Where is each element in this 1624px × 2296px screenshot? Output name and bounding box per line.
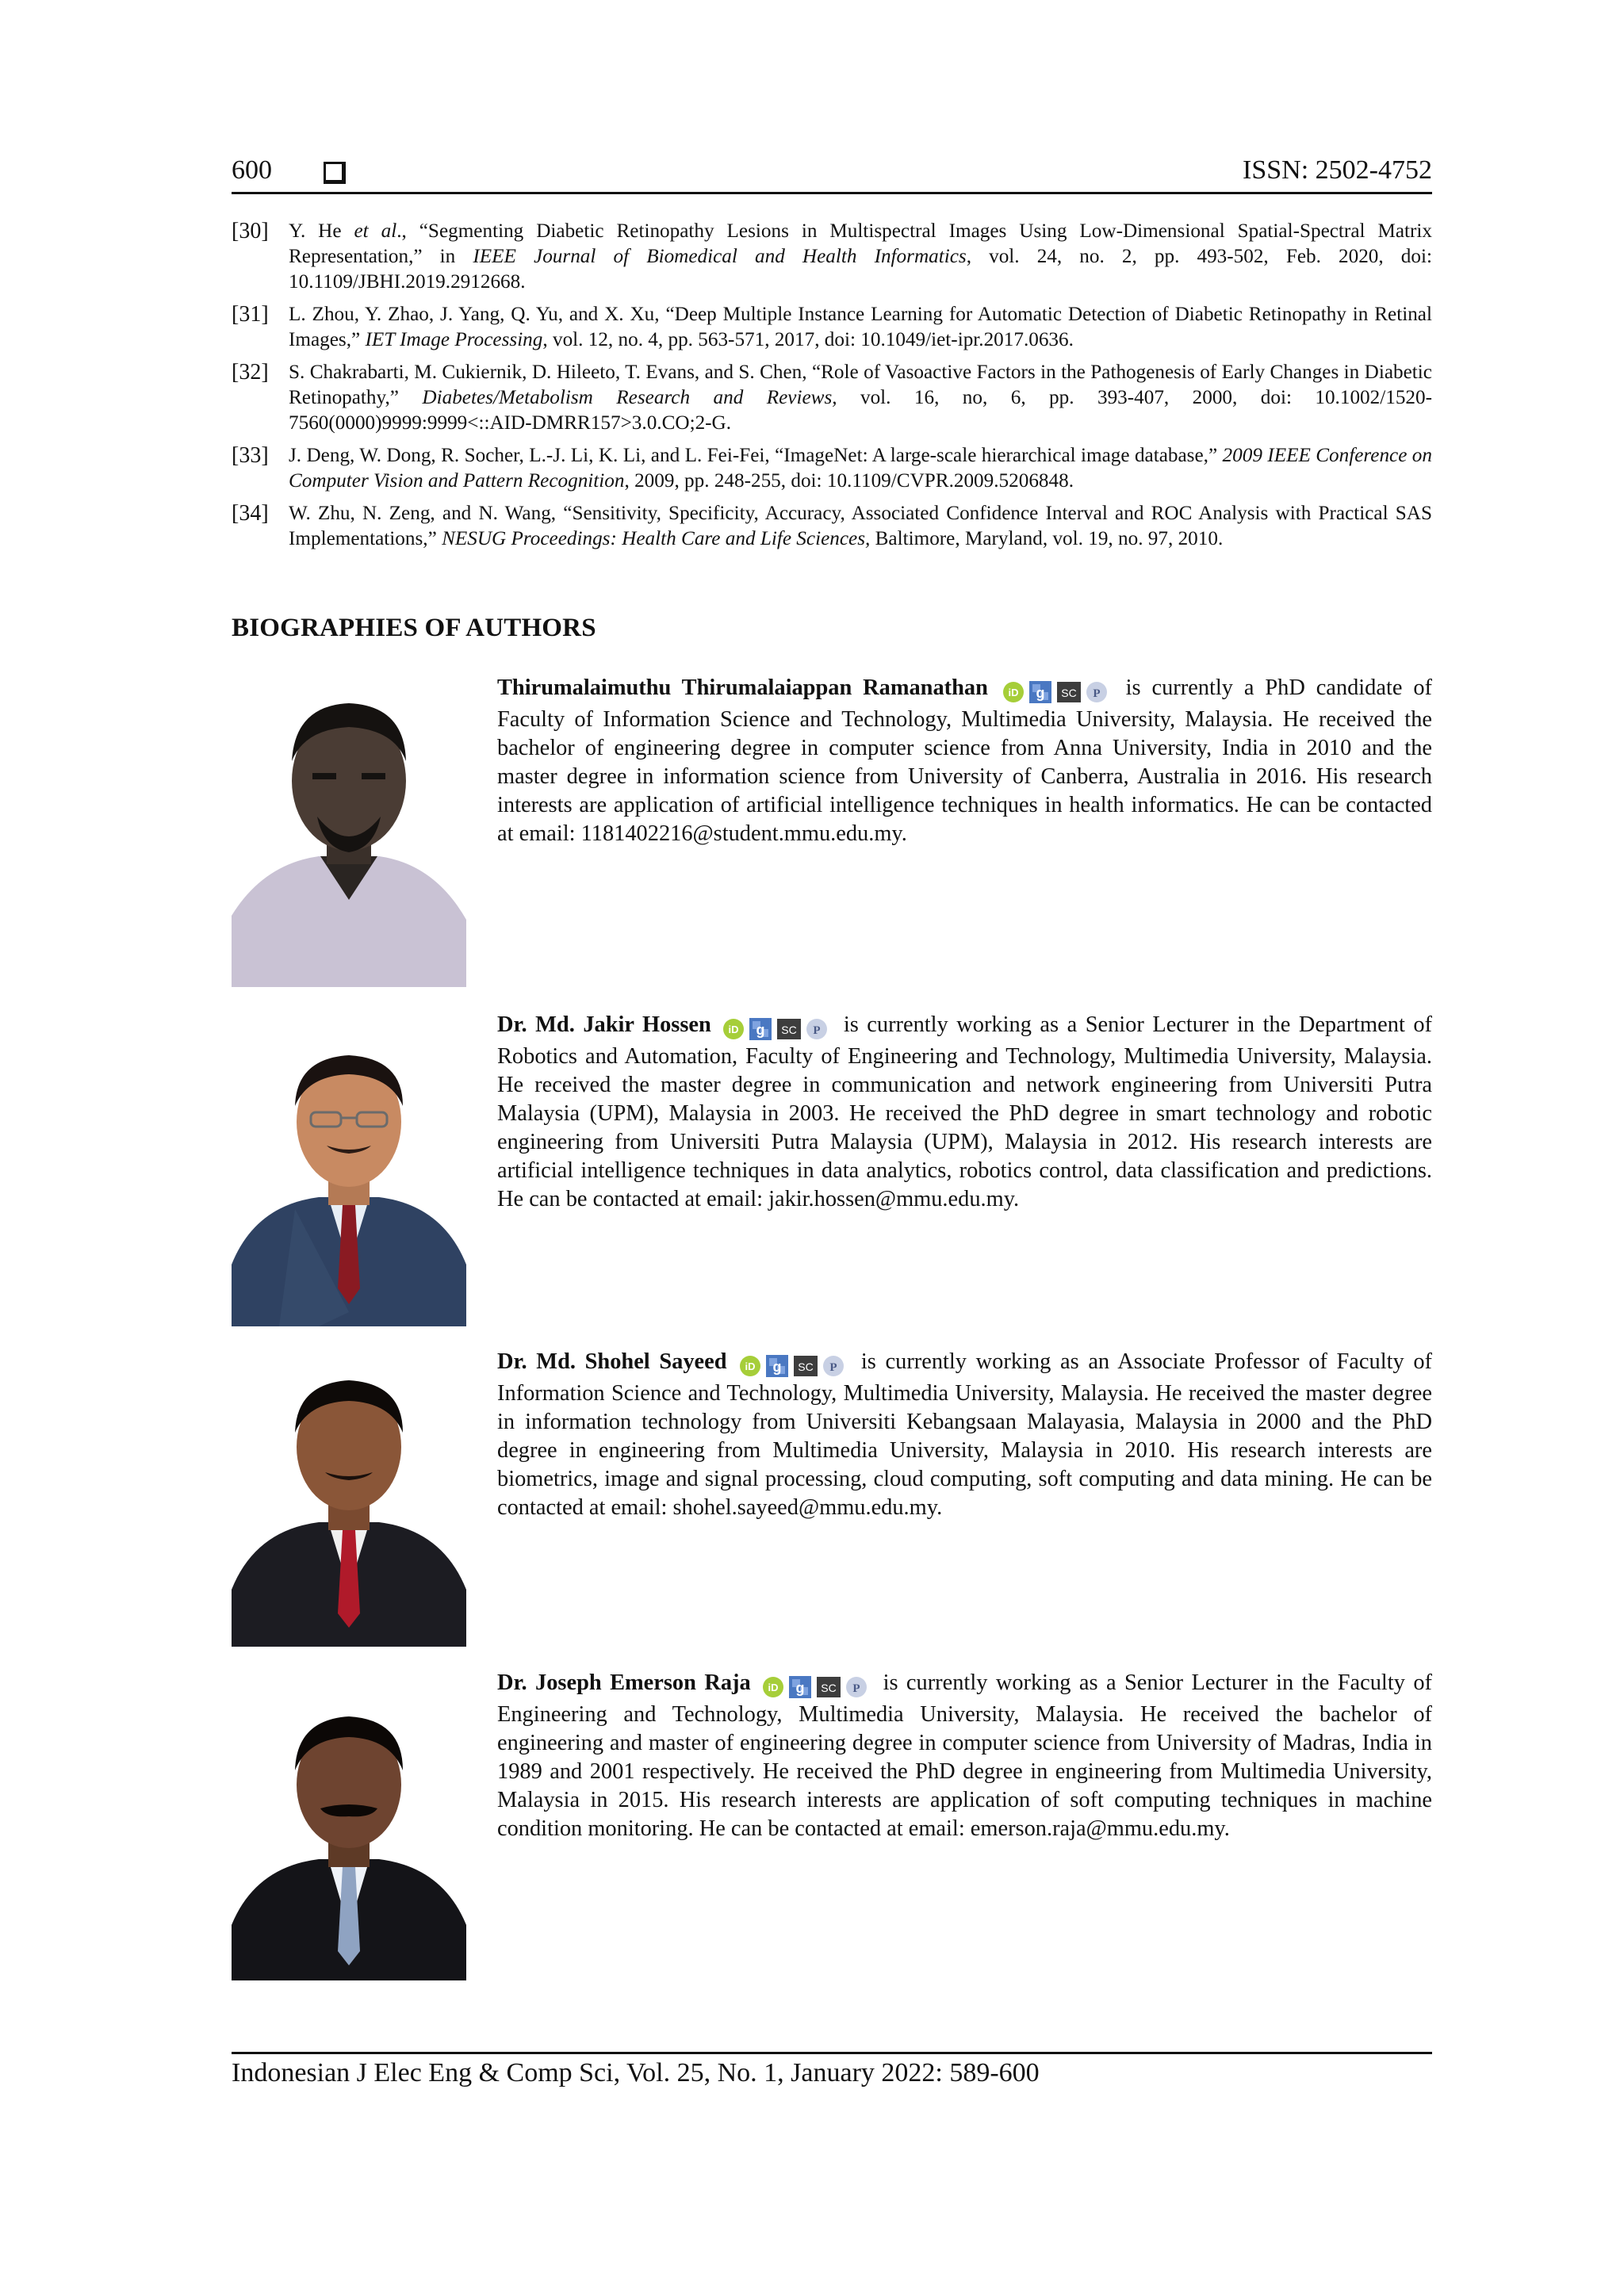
svg-text:P: P xyxy=(829,1361,837,1375)
author-photo xyxy=(232,1027,466,1326)
reference-text xyxy=(289,302,1432,353)
bio-text xyxy=(497,1348,1432,1522)
reference-text xyxy=(289,501,1432,552)
publons-icon[interactable] xyxy=(845,1676,868,1698)
author-photo xyxy=(232,686,466,987)
reference-number: [31] xyxy=(232,302,269,327)
author-photo xyxy=(232,1360,466,1647)
svg-text:SC: SC xyxy=(821,1682,837,1695)
author-name: Thirumalaimuthu Thirumalaiappan Ramanathan xyxy=(497,675,988,700)
orcid-icon[interactable] xyxy=(739,1355,761,1377)
reference-item xyxy=(232,360,1432,436)
svg-text:P: P xyxy=(1093,687,1101,701)
svg-text:iD: iD xyxy=(1008,687,1019,699)
page-footer: Indonesian J Elec Eng & Comp Sci, Vol. 25, No. 1, January 2022: 589-600 xyxy=(232,2058,1040,2087)
header-rule xyxy=(232,192,1432,194)
profile-icons xyxy=(762,1672,871,1701)
svg-text:iD: iD xyxy=(728,1024,739,1036)
publons-icon[interactable] xyxy=(806,1018,828,1040)
reference-number: [32] xyxy=(232,360,269,385)
bio-description: is currently a PhD candidate of Faculty of Information Science and Technology, Multimedia University, Malaysia. He received the bachelor of engineering degree in computer science from Anna University, India in 2010 and the master degree in information science from University of Canberra, Australia in 2016. His research interests are application of artificial intelligence techniques in health informatics. He can be contacted at email: 1181402216@student.mmu.edu.my. xyxy=(497,675,1432,846)
page-number: 600 xyxy=(232,155,272,185)
scopus-icon[interactable] xyxy=(776,1018,802,1040)
reference-item xyxy=(232,501,1432,552)
reference-text-part: vol. 16, no, 6, pp. 393-407, 2000, doi: 10.1002/1520-7560(0000)9999:9999<::AID-DMRR157>3.0.CO;2-G. xyxy=(289,387,1432,434)
reference-text-part: ., “Segmenting Diabetic Retinopathy Lesions in Multispectral Images Using Low-Dimensional Spatial-Spectral Matrix Representation,” in xyxy=(289,220,1432,267)
google-scholar-icon[interactable] xyxy=(765,1354,789,1378)
svg-text:g: g xyxy=(1036,685,1045,702)
reference-text-part: S. Chakrabarti, M. Cukiernik, D. Hileeto, T. Evans, and S. Chen, “Role of Vasoactive Factors in the Pathogenesis of Early Changes in Diabetic Retinopathy,” xyxy=(289,362,1432,408)
reference-text-part: L. Zhou, Y. Zhao, J. Yang, Q. Yu, and X. Xu, “Deep Multiple Instance Learning for Automatic Detection of Diabetic Retinopathy in Retinal Images,” xyxy=(289,304,1432,350)
bio-text xyxy=(497,1011,1432,1214)
scopus-icon[interactable] xyxy=(793,1355,818,1377)
reference-number: [30] xyxy=(232,219,269,243)
bio-description: is currently working as an Associate Professor of Faculty of Information Science and Technology, Multimedia University, Malaysia. He received the master degree in information technology from Universiti Kebangsaan Malayasia, Malaysia in 2000 and the PhD degree in engineering from Multimedia University, Malaysia in 2010. His research interests are biometrics, image and signal processing, cloud computing, soft computing and data mining. He can be contacted at email: shohel.sayeed@mmu.edu.my. xyxy=(497,1349,1433,1520)
page-header xyxy=(232,151,1432,195)
reference-text-part: , 2009, pp. 248-255, doi: 10.1109/CVPR.2009.5206848. xyxy=(624,470,1074,492)
profile-icons xyxy=(722,1014,832,1043)
profile-icons xyxy=(1002,677,1112,706)
section-heading: BIOGRAPHIES OF AUTHORS xyxy=(232,614,596,642)
reference-italic: NESUG Proceedings: Health Care and Life Sciences, xyxy=(442,528,871,549)
author-name: Dr. Md. Jakir Hossen xyxy=(497,1012,711,1037)
svg-text:g: g xyxy=(772,1359,782,1376)
author-biography xyxy=(232,1011,1432,1328)
reference-italic: Diabetes/Metabolism Research and Reviews, xyxy=(422,387,837,408)
author-biography xyxy=(232,1348,1432,1665)
orcid-icon[interactable] xyxy=(762,1676,784,1698)
author-photo xyxy=(232,1699,466,1980)
bio-description: is currently working as a Senior Lecturer in the Department of Robotics and Automation, Faculty of Engineering and Technology, Multimedia University, Malaysia. He received the master degree in communication and network engineering from Universiti Putra Malaysia (UPM), Malaysia in 2003. He received the PhD degree in smart technology and robotic engineering from Universiti Putra Malaysia (UPM), Malaysia in 2012. His research interests are artificial intelligence techniques in data analytics, robotics control, data classification and predictions. He can be contacted at email: jakir.hossen@mmu.edu.my. xyxy=(497,1012,1432,1211)
reference-item xyxy=(232,219,1432,295)
profile-icons xyxy=(739,1351,848,1380)
scopus-icon[interactable] xyxy=(816,1676,841,1698)
svg-text:P: P xyxy=(852,1682,860,1696)
reference-number: [34] xyxy=(232,501,269,526)
svg-text:P: P xyxy=(813,1024,821,1038)
reference-text-part: Y. He xyxy=(289,220,354,242)
reference-number: [33] xyxy=(232,443,269,468)
reference-list xyxy=(232,219,1432,559)
bio-text xyxy=(497,674,1432,848)
reference-italic: IEEE Journal of Biomedical and Health Informatics xyxy=(473,246,967,267)
reference-italic: IET Image Processing xyxy=(365,329,543,350)
svg-text:iD: iD xyxy=(745,1360,756,1373)
author-name: Dr. Joseph Emerson Raja xyxy=(497,1670,751,1695)
footer-rule xyxy=(232,2052,1432,2054)
reference-text xyxy=(289,360,1432,436)
bio-text xyxy=(497,1669,1432,1843)
svg-text:SC: SC xyxy=(798,1360,814,1374)
reference-text-part: J. Deng, W. Dong, R. Socher, L.-J. Li, K. Li, and L. Fei-Fei, “ImageNet: A large-scale hierarchical image database,” xyxy=(289,445,1223,466)
reference-text xyxy=(289,443,1432,494)
reference-text-part: , vol. 24, no. 2, pp. 493-502, Feb. 2020, doi: 10.1109/JBHI.2019.2912668. xyxy=(289,246,1432,293)
google-scholar-icon[interactable] xyxy=(788,1675,812,1699)
publons-icon[interactable] xyxy=(1086,681,1108,703)
reference-text-part: W. Zhu, N. Zeng, and N. Wang, “Sensitivity, Specificity, Accuracy, Associated Confidence Interval and ROC Analysis with Practical SAS Implementations,” xyxy=(289,503,1432,549)
box-bullet-icon xyxy=(324,162,346,184)
svg-text:g: g xyxy=(756,1022,765,1039)
scopus-icon[interactable] xyxy=(1056,681,1082,703)
publons-icon[interactable] xyxy=(822,1355,845,1377)
reference-text xyxy=(289,219,1432,295)
orcid-icon[interactable] xyxy=(722,1018,745,1040)
reference-item xyxy=(232,443,1432,494)
google-scholar-icon[interactable] xyxy=(749,1017,772,1041)
svg-text:g: g xyxy=(795,1680,805,1697)
author-name: Dr. Md. Shohel Sayeed xyxy=(497,1349,727,1374)
svg-text:iD: iD xyxy=(768,1682,779,1694)
author-biography xyxy=(232,1669,1432,1986)
orcid-icon[interactable] xyxy=(1002,681,1025,703)
svg-text:SC: SC xyxy=(1061,687,1077,700)
author-biography xyxy=(232,674,1432,991)
reference-text-part: Baltimore, Maryland, vol. 19, no. 97, 2010. xyxy=(870,528,1224,549)
reference-italic: 2009 IEEE Conference on Computer Vision and Pattern Recognition xyxy=(289,445,1432,492)
google-scholar-icon[interactable] xyxy=(1028,680,1052,704)
issn-label: ISSN: 2502-4752 xyxy=(1243,155,1432,185)
reference-item xyxy=(232,302,1432,353)
svg-text:SC: SC xyxy=(781,1024,798,1037)
reference-italic: et al xyxy=(354,220,397,242)
bio-description: is currently working as a Senior Lecturer in the Faculty of Engineering and Technology, Multimedia University, Malaysia. He received the bachelor of engineering and master of engineering degree in computer science from University of Madras, India in 1989 and 2001 respectively. He received the PhD degree in engineering from Multimedia University, Malaysia in 2015. His research interests are application of soft computing techniques in machine condition monitoring. He can be contacted at email: emerson.raja@mmu.edu.my. xyxy=(497,1670,1432,1841)
reference-text-part: , vol. 12, no. 4, pp. 563-571, 2017, doi: 10.1049/iet-ipr.2017.0636. xyxy=(542,329,1074,350)
